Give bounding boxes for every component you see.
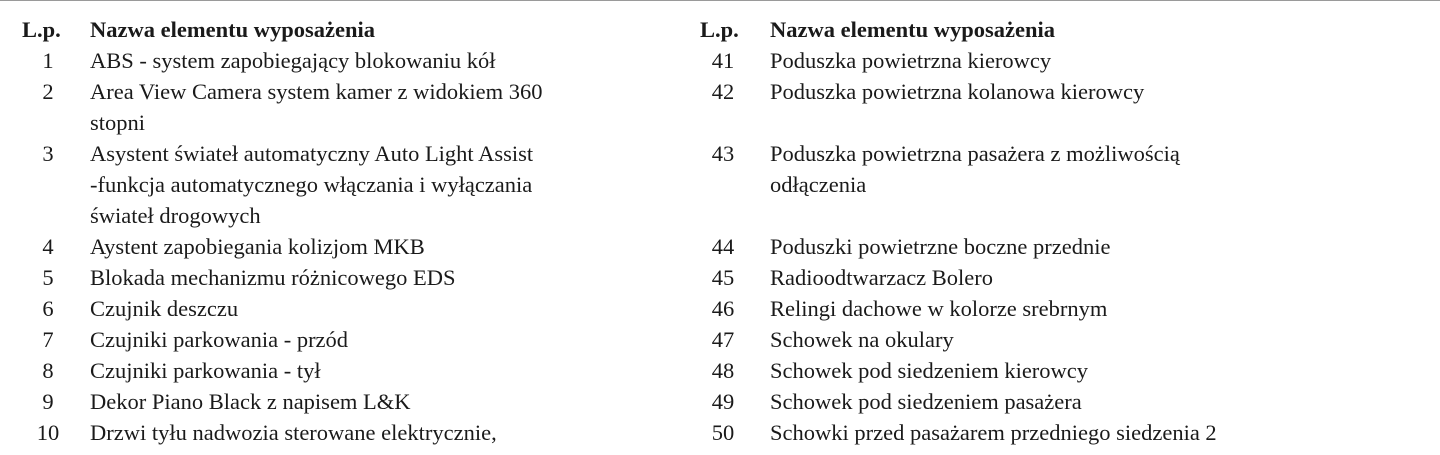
row-number: 41 bbox=[711, 48, 735, 73]
row-line: Schowki przed pasażarem przedniego siedzenia 2 bbox=[770, 420, 1217, 445]
table-row bbox=[22, 76, 682, 138]
row-line: -funkcja automatycznego włączania i wyłączania bbox=[90, 172, 533, 197]
row-number: 47 bbox=[711, 327, 735, 352]
row-line: Area View Camera system kamer z widokiem 360 bbox=[90, 79, 543, 104]
table-row bbox=[700, 293, 1420, 324]
header-name: Nazwa elementu wyposażenia bbox=[90, 17, 375, 42]
row-text bbox=[90, 45, 650, 76]
row-line: Blokada mechanizmu różnicowego EDS bbox=[90, 265, 456, 290]
table-header bbox=[700, 14, 1420, 45]
row-number: 7 bbox=[42, 327, 54, 352]
table-row bbox=[22, 417, 682, 448]
table-row bbox=[700, 324, 1420, 355]
row-text bbox=[770, 355, 1330, 386]
row-line: Relingi dachowe w kolorze srebrnym bbox=[770, 296, 1108, 321]
header-lp: L.p. bbox=[22, 17, 61, 42]
row-text bbox=[770, 76, 1330, 107]
row-text bbox=[90, 231, 650, 262]
table-row bbox=[22, 138, 682, 231]
row-text bbox=[90, 386, 650, 417]
table-row bbox=[22, 262, 682, 293]
row-number: 49 bbox=[711, 389, 735, 414]
row-number: 6 bbox=[42, 296, 54, 321]
row-number: 8 bbox=[42, 358, 54, 383]
row-line: odłączenia bbox=[770, 172, 867, 197]
row-text bbox=[90, 324, 650, 355]
row-line: Poduszka powietrzna pasażera z możliwością bbox=[770, 141, 1180, 166]
row-line: Aystent zapobiegania kolizjom MKB bbox=[90, 234, 425, 259]
row-text bbox=[90, 76, 650, 138]
table-header bbox=[22, 14, 682, 45]
row-text bbox=[770, 138, 1330, 200]
row-number: 50 bbox=[711, 420, 735, 445]
row-number: 5 bbox=[42, 265, 54, 290]
equipment-table-right bbox=[700, 14, 1420, 448]
row-number: 46 bbox=[711, 296, 735, 321]
top-rule bbox=[0, 0, 1440, 1]
row-line: Schowek pod siedzeniem pasażera bbox=[770, 389, 1082, 414]
table-row bbox=[22, 231, 682, 262]
row-number: 4 bbox=[42, 234, 54, 259]
table-row bbox=[700, 262, 1420, 293]
row-number: 45 bbox=[711, 265, 735, 290]
row-text bbox=[90, 293, 650, 324]
row-line: Czujniki parkowania - przód bbox=[90, 327, 349, 352]
row-line: ABS - system zapobiegający blokowaniu kół bbox=[90, 48, 496, 73]
row-number: 48 bbox=[711, 358, 735, 383]
row-line: Czujniki parkowania - tył bbox=[90, 358, 321, 383]
row-line: Poduszka powietrzna kierowcy bbox=[770, 48, 1052, 73]
row-number: 2 bbox=[42, 79, 54, 104]
row-text bbox=[90, 262, 650, 293]
row-number: 10 bbox=[36, 420, 60, 445]
row-line: Asystent świateł automatyczny Auto Light Assist bbox=[90, 141, 534, 166]
row-number: 42 bbox=[711, 79, 735, 104]
row-line: Schowek pod siedzeniem kierowcy bbox=[770, 358, 1089, 383]
table-row bbox=[700, 138, 1420, 231]
header-name: Nazwa elementu wyposażenia bbox=[770, 17, 1055, 42]
row-line: stopni bbox=[90, 110, 146, 135]
row-text bbox=[770, 45, 1330, 76]
row-line: świateł drogowych bbox=[90, 203, 261, 228]
table-row bbox=[700, 386, 1420, 417]
row-line: Radioodtwarzacz Bolero bbox=[770, 265, 994, 290]
row-text bbox=[90, 417, 650, 448]
row-number: 3 bbox=[42, 141, 54, 166]
row-line: Poduszki powietrzne boczne przednie bbox=[770, 234, 1111, 259]
table-row bbox=[700, 417, 1420, 448]
row-text bbox=[770, 386, 1330, 417]
table-row bbox=[700, 76, 1420, 138]
row-text bbox=[770, 293, 1330, 324]
table-row bbox=[22, 45, 682, 76]
row-text bbox=[770, 231, 1330, 262]
table-row bbox=[22, 324, 682, 355]
table-row bbox=[700, 45, 1420, 76]
row-number: 1 bbox=[42, 48, 54, 73]
row-line: Dekor Piano Black z napisem L&K bbox=[90, 389, 411, 414]
table-row bbox=[22, 355, 682, 386]
header-lp: L.p. bbox=[700, 17, 739, 42]
row-number: 9 bbox=[42, 389, 54, 414]
row-text bbox=[770, 262, 1330, 293]
row-text bbox=[770, 324, 1330, 355]
equipment-table-left bbox=[22, 14, 682, 448]
table-row bbox=[700, 231, 1420, 262]
table-row bbox=[700, 355, 1420, 386]
row-line: Drzwi tyłu nadwozia sterowane elektrycznie, bbox=[90, 420, 497, 445]
row-line: Poduszka powietrzna kolanowa kierowcy bbox=[770, 79, 1145, 104]
row-number: 43 bbox=[711, 141, 735, 166]
row-line: Czujnik deszczu bbox=[90, 296, 239, 321]
row-line: Schowek na okulary bbox=[770, 327, 954, 352]
table-row bbox=[22, 293, 682, 324]
row-text bbox=[90, 355, 650, 386]
table-row bbox=[22, 386, 682, 417]
row-text bbox=[770, 417, 1330, 448]
row-text bbox=[90, 138, 650, 231]
row-number: 44 bbox=[711, 234, 735, 259]
